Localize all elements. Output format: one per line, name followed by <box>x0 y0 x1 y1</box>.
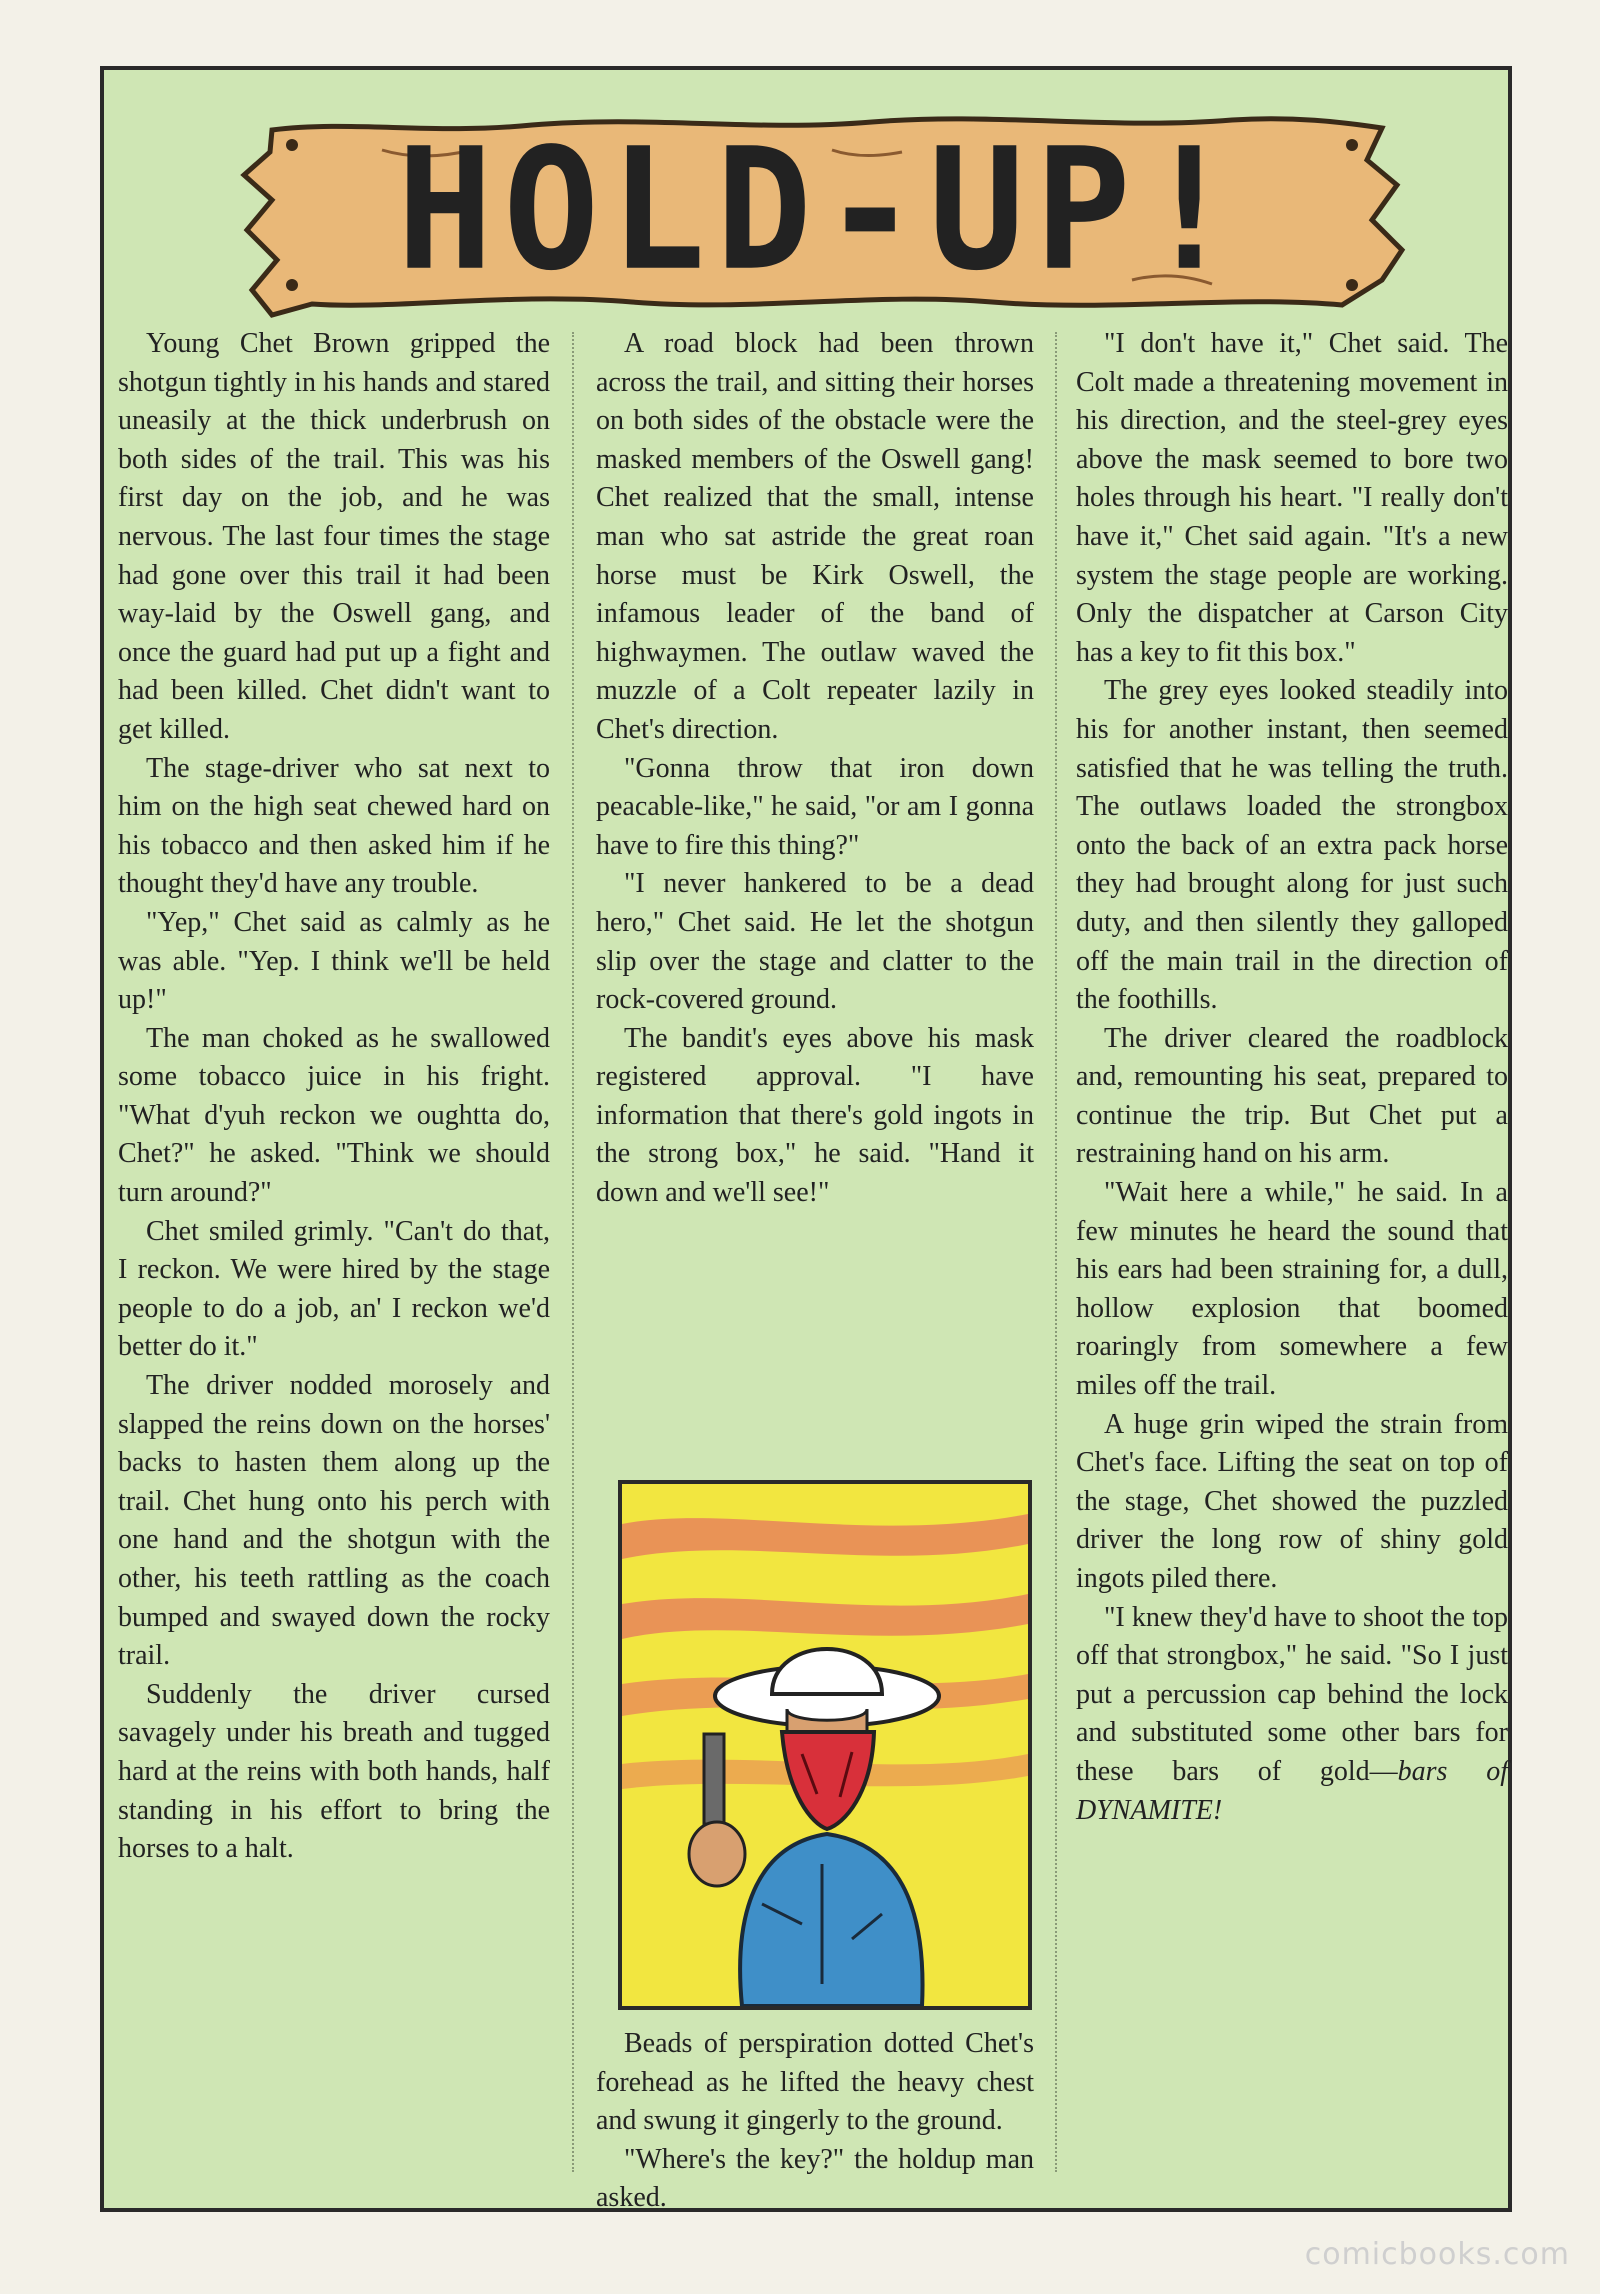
page-title: HOLD-UP! <box>396 111 1248 308</box>
paragraph: "I never hankered to be a dead hero," Chet said. He let the shotgun slip over the stage and clatter to the rock-covered ground. <box>596 868 1034 1016</box>
paragraph: "Yep," Chet said as calmly as he was able. "Yep. I think we'll be held up!" <box>118 906 550 1016</box>
title-banner <box>232 90 1412 340</box>
paragraph: The driver nodded morosely and slapped the reins down on the horses' backs to hasten them along up the trail. Chet hung onto his perch with one hand and the shotgun with the other, his teeth rattling as the coach bumped and swayed down the rocky trail. <box>118 1370 550 1672</box>
masked-bandit-icon <box>622 1484 1028 2006</box>
column-divider <box>572 332 574 2172</box>
paragraph <box>1076 1599 1508 1831</box>
paragraph: The driver cleared the roadblock and, remounting his seat, prepared to continue the trip. But Chet put a restraining hand on his arm. <box>1076 1022 1508 1170</box>
site-watermark: comicbooks.com <box>1304 2237 1570 2272</box>
paragraph: "I don't have it," Chet said. The Colt made a threatening movement in his direction, and the steel-grey eyes above the mask seemed to bore two holes through his heart. "I really don't have it," Chet said again. "It's a new system the stage people are working. Only the dispatcher at Carson City has a key to fit this box." <box>1076 328 1508 668</box>
paragraph: The stage-driver who sat next to him on the high seat chewed hard on his tobacco and then asked him if he thought they'd have any trouble. <box>118 752 550 900</box>
final-punchline: bars of DYNAMITE! <box>1076 1755 1508 1826</box>
text-column-2-after-image <box>596 2025 1034 2218</box>
text-column-3 <box>1076 325 1508 1830</box>
paragraph: A road block had been thrown across the trail, and sitting their horses on both sides of the obstacle were the masked members of the Oswell gang! Chet realized that the small, intense man who sat astride the great roan horse must be Kirk Oswell, the infamous leader of the band of highwaymen. The outlaw waved the muzzle of a Colt repeater lazily in Chet's direction. <box>596 328 1034 745</box>
story-panel <box>100 66 1512 2212</box>
paragraph: "Gonna throw that iron down peacable-like," he said, "or am I gonna have to fire this thing?" <box>596 752 1034 861</box>
paragraph: The bandit's eyes above his mask registered approval. "I have information that there's gold ingots in the strong box," he said. "Hand it down and we'll see!" <box>596 1022 1034 1209</box>
paragraph: "Where's the key?" the holdup man asked. <box>596 2143 1034 2214</box>
text-column-1 <box>118 325 550 1869</box>
paragraph: Chet smiled grimly. "Can't do that, I reckon. We were hired by the stage people to do a job, an' I reckon we'd better do it." <box>118 1215 550 1363</box>
paragraph: The grey eyes looked steadily into his for another instant, then seemed satisfied that he was telling the truth. The outlaws loaded the strongbox onto the back of an extra pack horse they had brought along for just such duty, and then silently they galloped off the main trail in the direction of the foothills. <box>1076 675 1508 1016</box>
column-divider <box>1055 332 1057 2172</box>
paragraph: Beads of perspiration dotted Chet's forehead as he lifted the heavy chest and swung it gingerly to the ground. <box>596 2028 1034 2137</box>
paragraph: The man choked as he swallowed some tobacco juice in his fright. "What d'yuh reckon we oughtta do, Chet?" he asked. "Think we should turn around?" <box>118 1022 550 1209</box>
text-column-2 <box>596 325 1034 1213</box>
paragraph: "Wait here a while," he said. In a few minutes he heard the sound that his ears had been straining for, a dull, hollow explosion that boomed roaringly from somewhere a few miles off the trail. <box>1076 1177 1508 1402</box>
paragraph: A huge grin wiped the strain from Chet's face. Lifting the seat on top of the stage, Chet showed the puzzled driver the long row of shiny gold ingots piled there. <box>1076 1408 1508 1594</box>
paragraph: Young Chet Brown gripped the shotgun tightly in his hands and stared uneasily at the thick underbrush on both sides of the trail. This was his first day on the job, and he was nervous. The last four times the stage had gone over this trail it had been way-laid by the Oswell gang, and once the guard had put up a fight and had been killed. Chet didn't want to get killed. <box>118 328 550 745</box>
final-paragraph-text: "I knew they'd have to shoot the top off that strongbox," he said. "So I just put a percussion cap behind the lock and substituted some other bars for these bars of gold— <box>1076 1601 1508 1787</box>
bandit-illustration <box>618 1480 1032 2010</box>
paragraph: Suddenly the driver cursed savagely under his breath and tugged hard at the reins with both hands, half standing in his effort to bring the horses to a halt. <box>118 1678 550 1865</box>
